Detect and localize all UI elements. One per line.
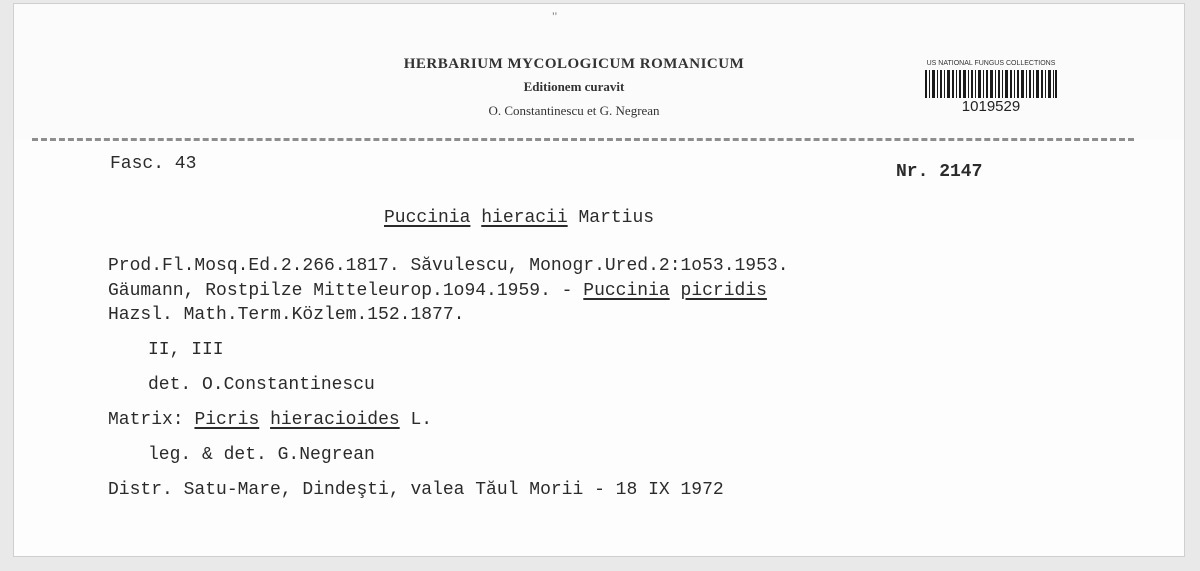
species-author: Martius — [578, 208, 655, 228]
herbarium-header — [314, 56, 834, 119]
specimen-number: Nr. 2147 — [896, 162, 983, 182]
locality-date: Distr. Satu-Mare, Dindeşti, valea Tăul Morii - 18 IX 1972 — [108, 480, 724, 500]
matrix-host — [108, 410, 432, 430]
barcode-icon — [925, 70, 1057, 98]
fascicle-number: Fasc. 43 — [110, 154, 197, 174]
barcode-label — [916, 60, 1066, 122]
header-subtitle: Editionem curavit — [523, 79, 625, 94]
header-title: HERBARIUM MYCOLOGICUM ROMANICUM — [403, 56, 745, 72]
host-epithet: hieracioides — [270, 410, 400, 430]
synonym-genus: Puccinia — [583, 281, 670, 301]
fold-line — [32, 138, 1134, 141]
reference-line-1: Prod.Fl.Mosq.Ed.2.266.1817. Săvulescu, Monogr.Ured.2:1o53.1953. — [108, 256, 789, 276]
herbarium-label-card — [14, 4, 1184, 556]
host-genus: Picris — [194, 410, 260, 430]
determiner: det. O.Constantinescu — [148, 375, 375, 395]
pencil-mark: ’’ — [552, 10, 558, 24]
reference-line-2-text: Gäumann, Rostpilze Mitteleurop.1o94.1959. - — [108, 281, 584, 301]
species-epithet: hieracii — [481, 208, 568, 228]
barcode-number: 1019529 — [961, 98, 1021, 115]
matrix-label: Matrix: — [108, 410, 184, 430]
reference-line-3: Hazsl. Math.Term.Közlem.152.1877. — [108, 305, 465, 325]
reference-line-2 — [108, 281, 767, 301]
host-author: L. — [410, 410, 433, 430]
species-name — [384, 208, 654, 228]
spore-stages: II, III — [148, 340, 224, 360]
header-editors: O. Constantinescu et G. Negrean — [488, 103, 660, 118]
synonym-epithet: picridis — [680, 281, 767, 301]
species-genus: Puccinia — [384, 208, 471, 228]
barcode-title: US NATIONAL FUNGUS COLLECTIONS — [926, 60, 1056, 67]
collector: leg. & det. G.Negrean — [148, 445, 375, 465]
